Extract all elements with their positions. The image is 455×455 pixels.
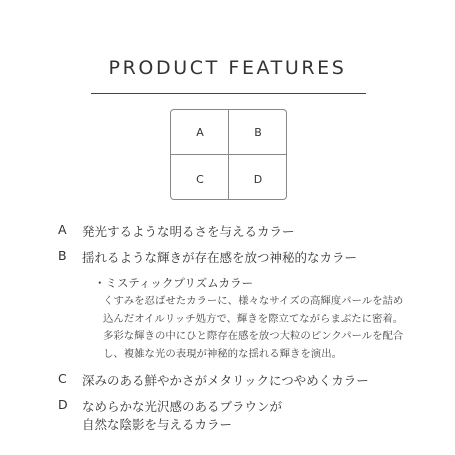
feature-text: 揺れるような輝きが存在感を放つ神秘的なカラー xyxy=(82,250,358,265)
palette-cell-b-label: B xyxy=(254,126,262,139)
feature-letter: D xyxy=(58,397,68,412)
sub-note-line: くすみを忍ばせたカラーに、様々なサイズの高輝度パールを詰め xyxy=(103,295,404,307)
sub-note-line: し、複雑な光の表現が神秘的な揺れる輝きを演出。 xyxy=(103,347,342,360)
feature-letter: C xyxy=(58,371,67,386)
palette-cell-a-label: A xyxy=(196,126,204,139)
page-title: PRODUCT FEATURES xyxy=(108,57,347,79)
palette-cell-c-label: C xyxy=(196,173,204,186)
feature-text-continued: 自然な陰影を与えるカラー xyxy=(82,417,233,432)
palette-cell-d-label: D xyxy=(253,173,263,186)
title-divider xyxy=(91,93,366,94)
feature-text: なめらかな光沢感のあるブラウンが xyxy=(82,399,283,414)
palette-diagram xyxy=(170,109,287,200)
feature-letter: A xyxy=(58,222,67,237)
feature-text: 深みのある鮮やかさがメタリックにつやめくカラー xyxy=(82,373,369,388)
sub-note-line: 多彩な輝きの中にひと際存在感を放つ大粒のピンクパールを配合 xyxy=(103,330,404,343)
feature-letter: B xyxy=(58,248,67,263)
sub-note-body xyxy=(103,293,403,363)
sub-note-title: ・ミスティックプリズムカラー xyxy=(94,276,254,290)
sub-note-line: 込んだオイルリッチ処方で、輝きを際立てながらまぶたに密着。 xyxy=(103,312,404,325)
feature-text: 発光するような明るさを与えるカラー xyxy=(82,224,295,239)
palette-horizontal-divider xyxy=(171,154,286,155)
